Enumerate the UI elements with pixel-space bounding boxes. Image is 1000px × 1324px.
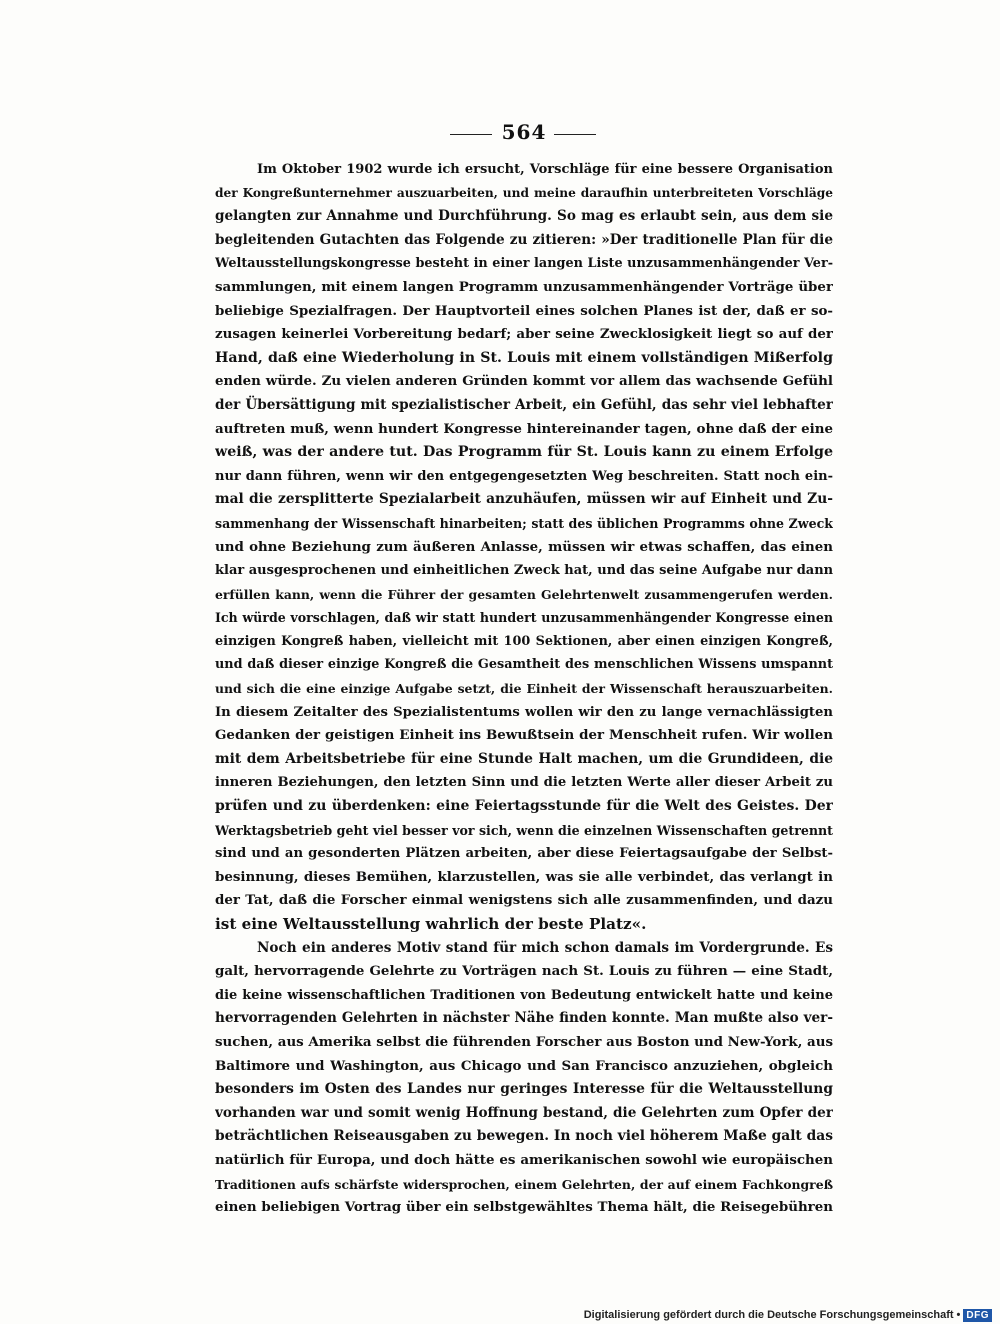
text-line: besonders im Osten des Landes nur geringes Interesse für die Weltausstellung: [215, 1081, 833, 1098]
text-line: mit dem Arbeitsbetriebe für eine Stunde Halt machen, um die Grundideen, die: [215, 750, 833, 767]
text-line: gelangten zur Annahme und Durchführung. So mag es erlaubt sein, aus dem sie: [215, 208, 833, 225]
text-line: ist eine Weltausstellung wahrlich der beste Platz«.: [215, 915, 647, 933]
text-line: galt, hervorragende Gelehrte zu Vorträgen nach St. Louis zu führen — eine Stadt,: [215, 963, 833, 980]
page-header: [440, 120, 600, 150]
header-rule-right: [554, 134, 596, 135]
text-line: und ohne Beziehung zum äußeren Anlasse, müssen wir etwas schaffen, das einen: [215, 538, 833, 555]
text-line: Werktagsbetrieb geht viel besser vor sich, wenn die einzelnen Wissenschaften getrennt: [215, 822, 833, 838]
text-line: vorhanden war und somit wenig Hoffnung bestand, die Gelehrten zum Opfer der: [215, 1104, 833, 1121]
dfg-logo-icon: DFG: [963, 1309, 992, 1322]
text-line: und daß dieser einzige Kongreß die Gesamtheit des menschlichen Wissens umspannt: [215, 657, 833, 673]
text-line: nur dann führen, wenn wir den entgegengesetzten Weg beschreiten. Statt noch ein-: [215, 468, 833, 484]
text-line: Im Oktober 1902 wurde ich ersucht, Vorschläge für eine bessere Organisation: [257, 162, 833, 177]
text-line: zusagen keinerlei Vorbereitung bedarf; aber seine Zwecklosigkeit liegt so auf der: [215, 326, 833, 343]
text-line: natürlich für Europa, und doch hätte es amerikanischen sowohl wie europäischen: [215, 1151, 833, 1168]
text-line: der Kongreßunternehmer auszuarbeiten, und meine daraufhin unterbreiteten Vorschläge: [215, 185, 833, 200]
text-line: beliebige Spezialfragen. Der Hauptvorteil eines solchen Planes ist der, daß er so-: [215, 302, 833, 319]
text-line: prüfen und zu überdenken: eine Feiertagsstunde für die Welt des Geistes. Der: [215, 798, 833, 815]
text-line: Hand, daß eine Wiederholung in St. Louis mit einem vollständigen Mißerfolg: [215, 349, 833, 366]
text-line: begleitenden Gutachten das Folgende zu zitieren: »Der traditionelle Plan für die: [215, 231, 833, 248]
text-line: mal die zersplitterte Spezialarbeit anzuhäufen, müssen wir auf Einheit und Zu-: [215, 491, 833, 508]
text-line: Weltausstellungskongresse besteht in einer langen Liste unzusammenhängender Ver-: [215, 256, 833, 272]
text-line: inneren Beziehungen, den letzten Sinn und die letzten Werte aller dieser Arbeit zu: [215, 775, 833, 791]
text-line: klar ausgesprochenen und einheitlichen Zweck hat, und das seine Aufgabe nur dann: [215, 563, 833, 579]
body-text: [215, 158, 833, 1220]
text-line: Traditionen aufs schärfste widersprochen, einem Gelehrten, der auf einem Fachkongreß: [215, 1176, 833, 1192]
text-line: die keine wissenschaftlichen Traditionen von Bedeutung entwickelt hatte und keine: [215, 987, 833, 1003]
text-line: einen beliebigen Vortrag über ein selbstgewähltes Thema hält, die Reisegebühren: [215, 1199, 833, 1216]
text-line: und sich die eine einzige Aufgabe setzt, die Einheit der Wissenschaft herauszuarbeiten.: [215, 681, 833, 697]
header-rule-left: [450, 134, 492, 135]
paragraph: [215, 158, 833, 937]
text-line: sammlungen, mit einem langen Programm unzusammenhängender Vorträge über: [215, 278, 833, 295]
digitization-footer: [584, 1308, 992, 1322]
text-line: einzigen Kongreß haben, vielleicht mit 100 Sektionen, aber einen einzigen Kongreß,: [215, 633, 833, 649]
text-line: Baltimore und Washington, aus Chicago und San Francisco anzuziehen, obgleich: [215, 1057, 833, 1074]
text-line: suchen, aus Amerika selbst die führenden Forscher aus Boston und New-York, aus: [215, 1033, 833, 1050]
footer-separator: •: [956, 1309, 961, 1321]
text-line: beträchtlichen Reiseausgaben zu bewegen. In noch viel höherem Maße galt das: [215, 1128, 833, 1145]
footer-credit-text: Digitalisierung gefördert durch die Deutsche Forschungsgemeinschaft: [583, 1309, 954, 1321]
text-line: sind und an gesonderten Plätzen arbeiten, aber diese Feiertagsaufgabe der Selbst-: [215, 846, 833, 862]
paragraph: [215, 937, 833, 1220]
text-line: auftreten muß, wenn hundert Kongresse hintereinander tagen, ohne daß der eine: [215, 420, 833, 437]
text-line: sammenhang der Wissenschaft hinarbeiten; statt des üblichen Programms ohne Zweck: [215, 515, 833, 531]
text-line: hervorragenden Gelehrten in nächster Nähe finden konnte. Man mußte also ver-: [215, 1010, 833, 1027]
page-number: 564: [501, 120, 547, 144]
text-line: In diesem Zeitalter des Spezialistentums wollen wir den zu lange vernachlässigten: [215, 704, 833, 720]
text-line: Gedanken der geistigen Einheit ins Bewußtsein der Menschheit rufen. Wir wollen: [215, 727, 833, 744]
text-line: der Tat, daß die Forscher einmal wenigstens sich alle zusammenfinden, und dazu: [215, 892, 833, 909]
text-line: erfüllen kann, wenn die Führer der gesamten Gelehrtenwelt zusammengerufen werden.: [215, 586, 833, 602]
text-line: der Übersättigung mit spezialistischer Arbeit, ein Gefühl, das sehr viel lebhafter: [215, 396, 833, 413]
text-line: Ich würde vorschlagen, daß wir statt hundert unzusammenhängender Kongresse einen: [215, 610, 833, 626]
text-line: besinnung, dieses Bemühen, klarzustellen, was sie alle verbindet, das verlangt in: [215, 868, 833, 885]
text-line: weiß, was der andere tut. Das Programm für St. Louis kann zu einem Erfolge: [215, 444, 833, 461]
text-line: Noch ein anderes Motiv stand für mich schon damals im Vordergrunde. Es: [257, 939, 833, 956]
text-line: enden würde. Zu vielen anderen Gründen kommt vor allem das wachsende Gefühl: [215, 373, 833, 390]
